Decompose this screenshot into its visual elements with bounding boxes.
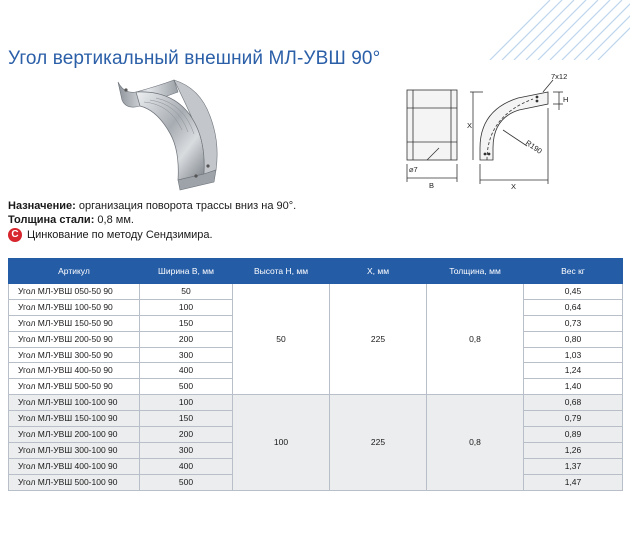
cell-width: 200 [140,427,233,443]
col-header-height: Высота H, мм [233,259,330,284]
cell-article: Угол МЛ-УВШ 150-50 90 [9,315,140,331]
cell-height: 50 [233,284,330,395]
col-header-weight: Вес кг [524,259,623,284]
table-row [9,395,623,411]
cell-article: Угол МЛ-УВШ 500-50 90 [9,379,140,395]
cell-thickness: 0,8 [427,395,524,490]
cell-article: Угол МЛ-УВШ 100-50 90 [9,299,140,315]
technical-drawing [393,68,628,198]
product-info [8,199,296,242]
dim-x-horizontal-label: X [511,182,517,191]
cell-article: Угол МЛ-УВШ 100-100 90 [9,395,140,411]
decorative-stripes [470,0,630,60]
zinc-text: Цинкование по методу Сендзимира. [27,229,213,241]
dim-b-label: B [429,181,435,190]
col-header-width: Ширина B, мм [140,259,233,284]
col-header-thickness: Толщина, мм [427,259,524,284]
cell-article: Угол МЛ-УВШ 050-50 90 [9,284,140,300]
cell-width: 150 [140,411,233,427]
cell-width: 300 [140,347,233,363]
cell-weight: 1,40 [524,379,623,395]
dim-x-vertical-label: X [467,121,473,130]
page-title: Угол вертикальный внешний МЛ-УВШ 90° [8,48,381,69]
table-row [9,284,623,300]
cell-article: Угол МЛ-УВШ 300-50 90 [9,347,140,363]
cell-height: 100 [233,395,330,490]
cell-article: Угол МЛ-УВШ 150-100 90 [9,411,140,427]
col-header-x: X, мм [330,259,427,284]
thickness-line [8,213,296,227]
cell-width: 500 [140,474,233,490]
zinc-line [8,228,296,242]
table-header-row [9,259,623,284]
cell-x: 225 [330,395,427,490]
cell-weight: 1,26 [524,442,623,458]
product-photo [96,70,226,195]
cell-thickness: 0,8 [427,284,524,395]
col-header-article: Артикул [9,259,140,284]
dim-bolt-label: 7x12 [551,72,568,81]
purpose-line [8,199,296,213]
cell-weight: 0,68 [524,395,623,411]
cell-width: 400 [140,363,233,379]
cell-width: 150 [140,315,233,331]
cell-weight: 1,37 [524,458,623,474]
cell-article: Угол МЛ-УВШ 200-50 90 [9,331,140,347]
cell-weight: 1,24 [524,363,623,379]
cell-weight: 0,73 [524,315,623,331]
purpose-label: Назначение: [8,200,76,212]
cell-width: 100 [140,395,233,411]
cell-weight: 0,45 [524,284,623,300]
dim-h-label: H [563,95,569,104]
thickness-label: Толщина стали: [8,214,95,226]
spec-table [8,258,623,491]
cell-x: 225 [330,284,427,395]
purpose-text: организация поворота трассы вниз на 90°. [75,200,297,212]
thickness-text: 0,8 мм. [94,214,134,226]
cell-article: Угол МЛ-УВШ 300-100 90 [9,442,140,458]
cell-article: Угол МЛ-УВШ 500-100 90 [9,474,140,490]
cell-article: Угол МЛ-УВШ 400-100 90 [9,458,140,474]
zinc-coating-icon: C [8,228,22,242]
cell-width: 300 [140,442,233,458]
cell-width: 400 [140,458,233,474]
cell-weight: 0,89 [524,427,623,443]
dim-radius-label: R190 [523,138,544,156]
cell-weight: 0,64 [524,299,623,315]
cell-weight: 1,03 [524,347,623,363]
cell-width: 500 [140,379,233,395]
cell-width: 100 [140,299,233,315]
cell-width: 50 [140,284,233,300]
cell-width: 200 [140,331,233,347]
cell-weight: 1,47 [524,474,623,490]
cell-weight: 0,80 [524,331,623,347]
cell-article: Угол МЛ-УВШ 400-50 90 [9,363,140,379]
cell-weight: 0,79 [524,411,623,427]
cell-article: Угол МЛ-УВШ 200-100 90 [9,427,140,443]
dim-hole-label: ⌀7 [409,165,418,174]
